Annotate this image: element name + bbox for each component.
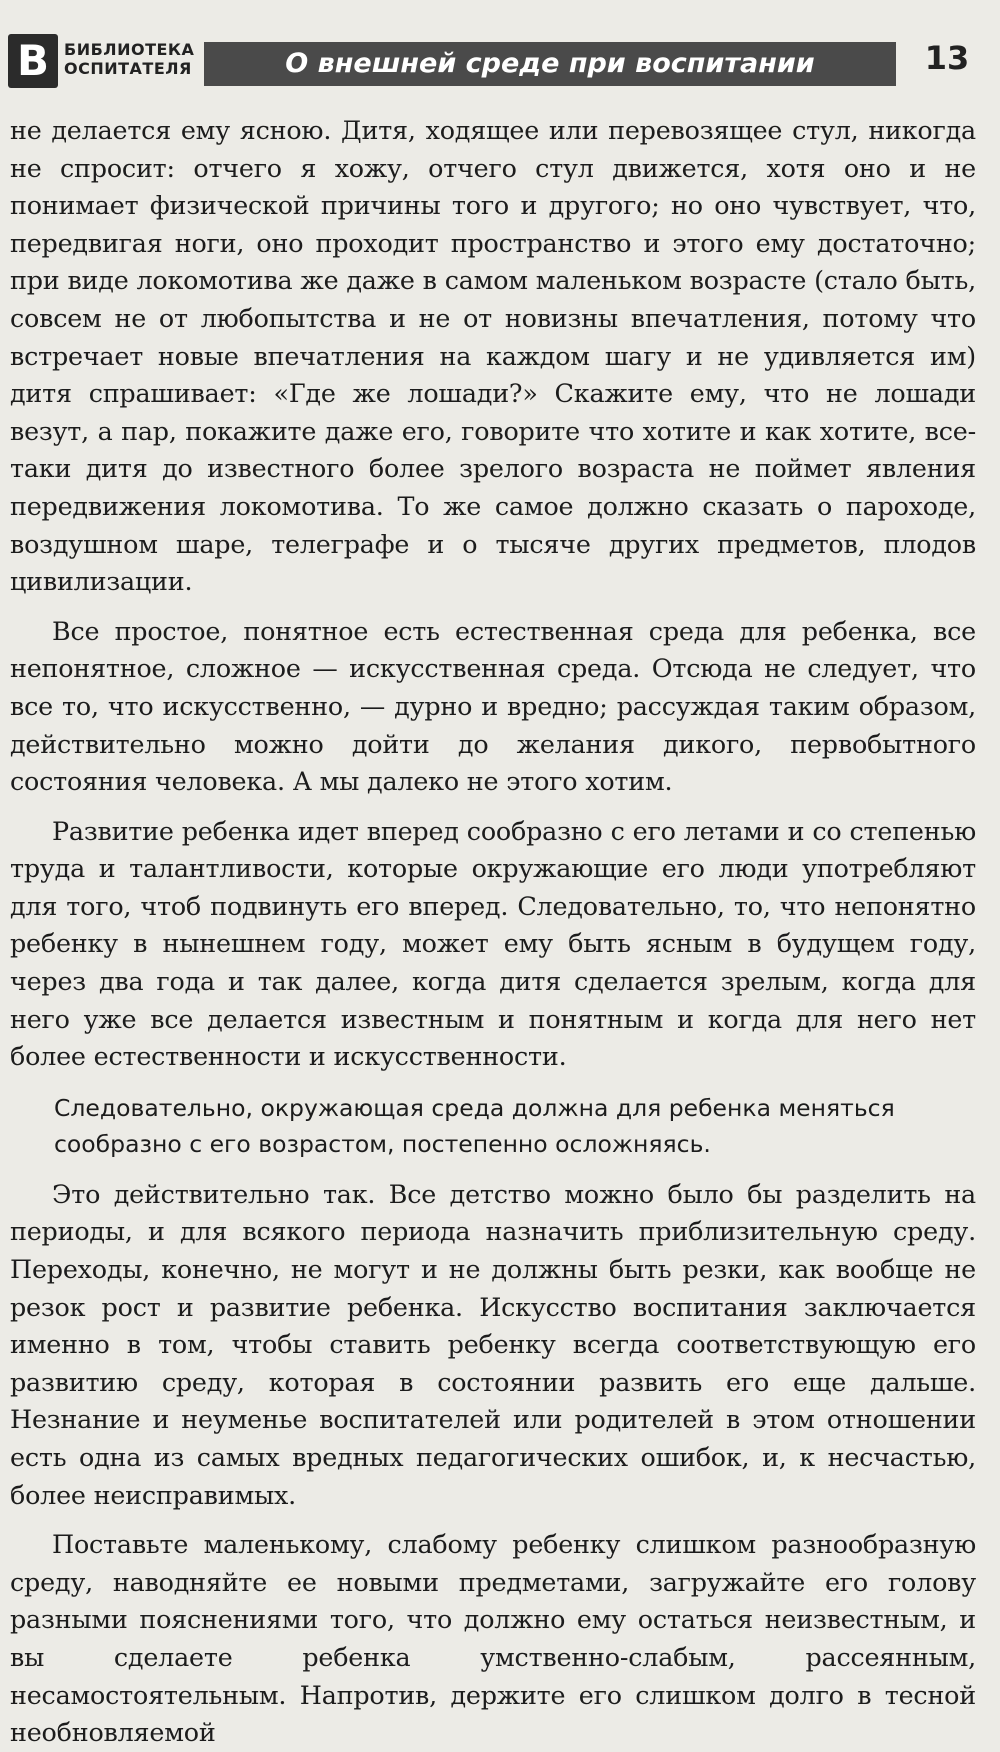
series-logo: В	[8, 34, 58, 88]
chapter-title: О внешней среде при воспитании	[204, 42, 896, 86]
series-name	[64, 40, 204, 78]
page-body	[10, 112, 976, 1752]
series-name-line2: ОСПИТАТЕЛЯ	[64, 59, 192, 78]
paragraph-3: Развитие ребенка идет вперед сообразно с его летами и со степенью труда и талантливости, которые окружающие его люди употребляют для того, чтоб подвинуть его вперед. Следовательно, то, что непонятно ребенку в нынешнем году, может ему быть ясным в будущем году, через два года и так далее, когда дитя сделается зрелым, когда для него уже все делается известным и понятным и когда для него нет более естественности и искусственности.	[10, 815, 976, 1072]
paragraph-4: Это действительно так. Все детство можно было бы разделить на периоды, и для всякого периода назначить приблизительную среду. Переходы, конечно, не могут и не должны быть резки, как вообще не резок рост и развитие ребенка. Искусство воспитания заключается именно в том, чтобы ставить ребенку всегда соответствующую его развитию среду, которая в состоянии развить его еще дальше. Незнание и неуменье воспитателей или родителей в этом отношении есть одна из самых вредных педагогических ошибок, и, к несчастью, более неисправимых.	[10, 1178, 976, 1510]
page-number: 13	[924, 39, 970, 77]
series-name-line1: БИБЛИОТЕКА	[64, 40, 195, 59]
paragraph-1: не делается ему ясною. Дитя, ходящее или перевозящее стул, никогда не спросит: отчего я хожу, отчего стул движется, хотя оно и не понимает физической причины того и другого; но оно чувствует, что, передвигая ноги, оно проходит пространство и этого ему достаточно; при виде локомотива же даже в самом маленьком возрасте (стало быть, совсем не от любопытства и не от новизны впечатления, потому что встречает новые впечатления на каждом шагу и не удивляется им) дитя спрашивает: «Где же лошади?» Скажите ему, что не лошади везут, а пар, покажите даже его, говорите что хотите и как хотите, все-таки дитя до известного более зрелого возраста не поймет явления передвижения локомотива. То же самое должно сказать о пароходе, воздушном шаре, телеграфе и о тысяче других предметов, плодов цивилизации.	[10, 115, 976, 597]
page-header	[8, 30, 992, 88]
paragraph-2: Все простое, понятное есть естественная среда для ребенка, все непонятное, сложное — искусственная среда. Отсюда не следует, что все то, что искусственно, — дурно и вредно; рассуждая таким образом, действительно можно дойти до желания дикого, первобытного состояния человека. А мы далеко не этого хотим.	[10, 615, 976, 797]
paragraph-5: Поставьте маленькому, слабому ребенку слишком разнообразную среду, наводняйте ее новыми предметами, загружайте его голову разными пояснениями того, что должно ему остаться неизвестным, и вы сделаете ребенка умственно-слабым, рассеянным, несамостоятельным. Напротив, держите его слишком долго в тесной необновляемой	[10, 1529, 976, 1748]
highlighted-statement: Следовательно, окружающая среда должна для ребенка меняться сообразно с его возрастом, постепенно осложняясь.	[54, 1093, 895, 1158]
